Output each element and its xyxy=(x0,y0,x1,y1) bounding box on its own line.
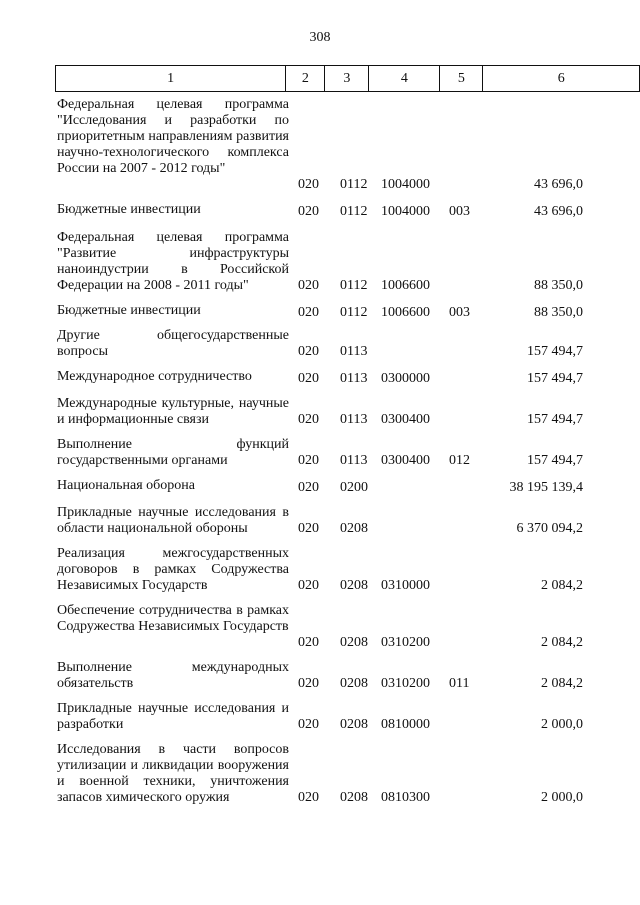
row-name: Обеспечение сотрудничества в рамках Содружества Независимых Государств xyxy=(57,603,289,634)
row-col-4: 1004000 xyxy=(381,204,430,219)
row-col-2: 020 xyxy=(298,305,319,320)
header-col-5: 5 xyxy=(440,66,483,92)
table-row xyxy=(55,660,599,692)
row-col-2: 020 xyxy=(298,790,319,805)
row-col-5: 011 xyxy=(449,676,470,691)
row-col-2: 020 xyxy=(298,204,319,219)
row-col-4: 0810300 xyxy=(381,790,430,805)
page-number: 308 xyxy=(309,30,331,45)
row-col-3: 0113 xyxy=(340,344,368,359)
row-col-6: 157 494,7 xyxy=(527,453,583,468)
row-col-2: 020 xyxy=(298,278,319,293)
row-col-4: 0300400 xyxy=(381,412,430,427)
row-col-6: 88 350,0 xyxy=(534,278,583,293)
row-col-5: 003 xyxy=(449,204,470,219)
row-col-4: 1004000 xyxy=(381,177,430,192)
row-name: Выполнение международных обязательств xyxy=(57,660,289,691)
row-name: Другие общегосударственные вопросы xyxy=(57,328,289,359)
row-col-6: 88 350,0 xyxy=(534,305,583,320)
row-col-6: 6 370 094,2 xyxy=(516,521,583,536)
row-col-5: 012 xyxy=(449,453,470,468)
table-header xyxy=(55,65,640,92)
row-name: Федеральная целевая программа "Исследования и разработки по приоритетным направлениям развития научно-технологического комплекса России на 2007 - 2012 годы" xyxy=(57,97,289,176)
header-col-3: 3 xyxy=(325,66,369,92)
row-col-3: 0113 xyxy=(340,453,368,468)
table-row xyxy=(55,546,599,594)
row-name: Исследования в части вопросов утилизации и ликвидации вооружения и военной техники, уничтожения запасов химического оружия xyxy=(57,742,289,805)
row-name: Бюджетные инвестиции xyxy=(57,202,201,217)
row-col-4: 0810000 xyxy=(381,717,430,732)
row-col-4: 1006600 xyxy=(381,305,430,320)
row-col-6: 38 195 139,4 xyxy=(509,480,583,495)
row-col-2: 020 xyxy=(298,177,319,192)
table-row xyxy=(55,202,599,220)
row-col-3: 0112 xyxy=(340,305,368,320)
table-row xyxy=(55,478,599,496)
table-row xyxy=(55,396,599,428)
row-col-3: 0208 xyxy=(340,521,368,536)
row-name: Прикладные научные исследования в области национальной обороны xyxy=(57,505,289,536)
table-row xyxy=(55,369,599,387)
row-col-6: 2 084,2 xyxy=(541,676,583,691)
row-col-3: 0208 xyxy=(340,717,368,732)
table-row xyxy=(55,97,599,193)
row-col-6: 2 084,2 xyxy=(541,635,583,650)
row-col-6: 43 696,0 xyxy=(534,177,583,192)
row-col-2: 020 xyxy=(298,453,319,468)
row-col-6: 157 494,7 xyxy=(527,371,583,386)
row-col-3: 0112 xyxy=(340,177,368,192)
table-row xyxy=(55,303,599,321)
row-col-4: 1006600 xyxy=(381,278,430,293)
row-name: Бюджетные инвестиции xyxy=(57,303,201,318)
row-col-6: 2 000,0 xyxy=(541,717,583,732)
row-col-6: 2 084,2 xyxy=(541,578,583,593)
row-col-2: 020 xyxy=(298,412,319,427)
row-col-5: 003 xyxy=(449,305,470,320)
row-col-2: 020 xyxy=(298,717,319,732)
header-col-1: 1 xyxy=(56,66,286,92)
row-col-3: 0208 xyxy=(340,676,368,691)
row-col-4: 0310000 xyxy=(381,578,430,593)
header-col-6: 6 xyxy=(483,66,640,92)
table-row xyxy=(55,603,599,651)
table-row xyxy=(55,437,599,469)
row-col-4: 0300000 xyxy=(381,371,430,386)
row-col-2: 020 xyxy=(298,676,319,691)
row-col-2: 020 xyxy=(298,371,319,386)
row-col-4: 0310200 xyxy=(381,676,430,691)
row-col-4: 0300400 xyxy=(381,453,430,468)
row-col-2: 020 xyxy=(298,635,319,650)
row-col-3: 0208 xyxy=(340,790,368,805)
row-col-6: 43 696,0 xyxy=(534,204,583,219)
row-col-2: 020 xyxy=(298,521,319,536)
row-col-3: 0208 xyxy=(340,578,368,593)
row-col-2: 020 xyxy=(298,480,319,495)
row-col-3: 0113 xyxy=(340,412,368,427)
row-name: Международные культурные, научные и информационные связи xyxy=(57,396,289,427)
table-row xyxy=(55,230,599,294)
header-col-4: 4 xyxy=(369,66,440,92)
table-row xyxy=(55,328,599,360)
row-col-3: 0208 xyxy=(340,635,368,650)
header-col-2: 2 xyxy=(286,66,325,92)
row-col-6: 157 494,7 xyxy=(527,412,583,427)
row-col-2: 020 xyxy=(298,578,319,593)
row-col-3: 0112 xyxy=(340,278,368,293)
row-name: Прикладные научные исследования и разработки xyxy=(57,701,289,732)
table-row xyxy=(55,701,599,733)
table-row xyxy=(55,505,599,537)
row-col-3: 0112 xyxy=(340,204,368,219)
row-col-2: 020 xyxy=(298,344,319,359)
row-col-6: 157 494,7 xyxy=(527,344,583,359)
row-name: Международное сотрудничество xyxy=(57,369,252,384)
row-col-3: 0200 xyxy=(340,480,368,495)
row-name: Выполнение функций государственными органами xyxy=(57,437,289,468)
row-col-3: 0113 xyxy=(340,371,368,386)
row-name: Федеральная целевая программа "Развитие инфраструктуры наноиндустрии в Российской Федерации на 2008 - 2011 годы" xyxy=(57,230,289,293)
row-col-4: 0310200 xyxy=(381,635,430,650)
table-row xyxy=(55,742,599,806)
row-name: Реализация межгосударственных договоров в рамках Содружества Независимых Государств xyxy=(57,546,289,593)
row-name: Национальная оборона xyxy=(57,478,195,493)
row-col-6: 2 000,0 xyxy=(541,790,583,805)
